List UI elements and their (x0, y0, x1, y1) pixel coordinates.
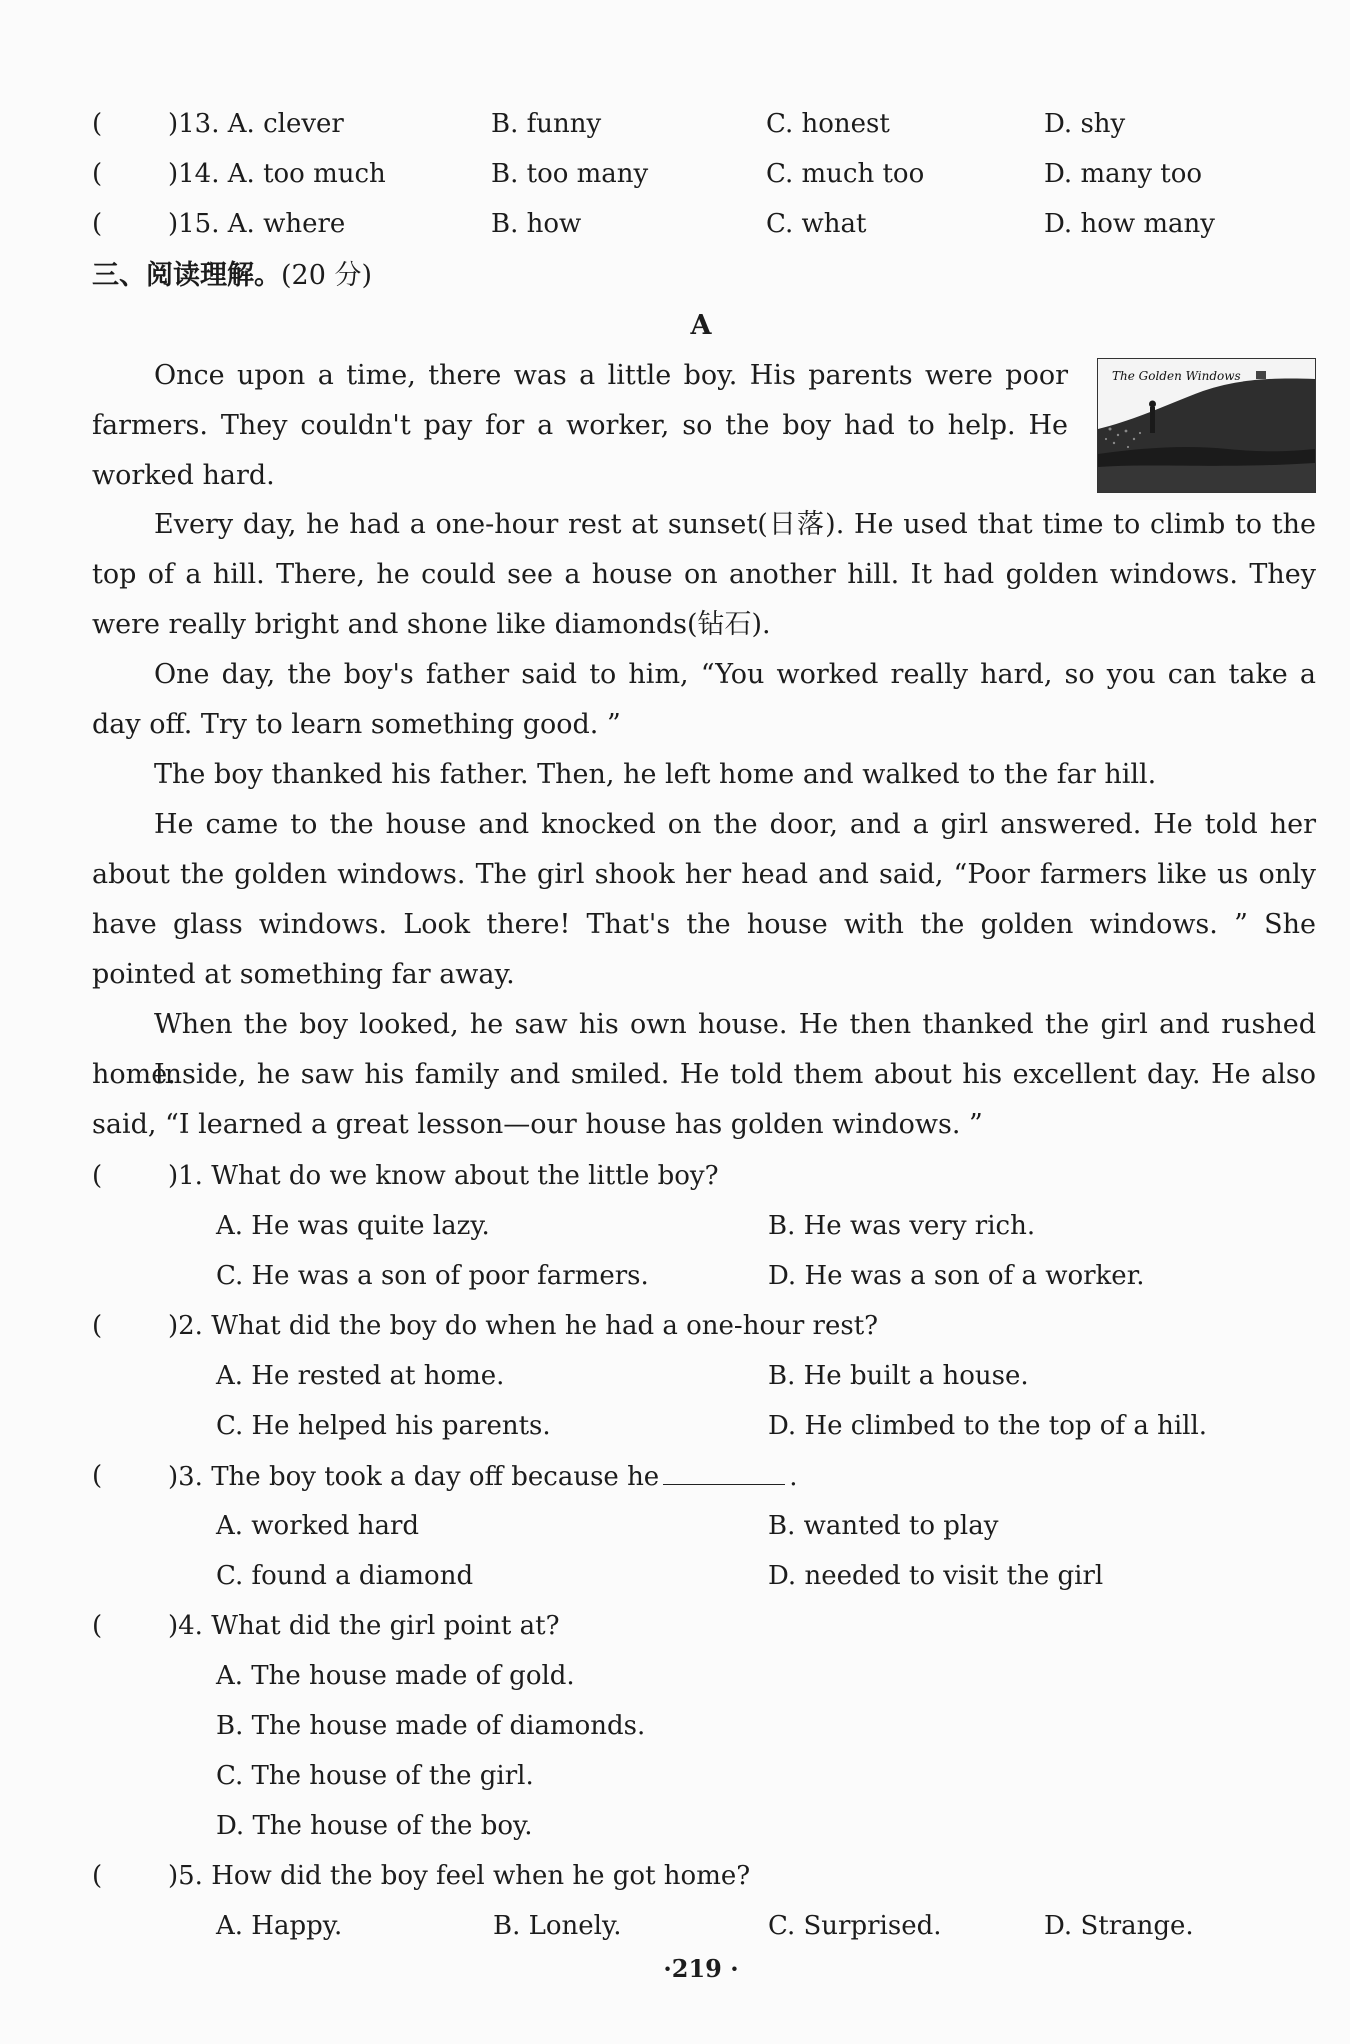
section-title: 三、阅读理解。 (92, 260, 281, 291)
option-b: B. He built a house. (768, 1361, 1029, 1391)
question-2 (0, 1306, 1350, 1346)
option-c: C. He was a son of poor farmers. (216, 1261, 649, 1291)
option-a: A. worked hard (216, 1511, 420, 1541)
passage-paragraph-2: Every day, he had a one-hour rest at sunset(日落). He used that time to climb to the top of a hill. There, he could see a house on another hill. It had golden windows. They were really bright and shone like diamonds(钻石). (92, 509, 1316, 640)
question-1-options-row-2 (0, 1256, 1350, 1296)
question-1 (0, 1156, 1350, 1196)
option-a: A. Happy. (216, 1911, 343, 1941)
passage-paragraph-3: One day, the boy's father said to him, “You worked really hard, so you can take a day off. Try to learn something good. ” (92, 659, 1316, 740)
page-number: ·219 · (663, 1954, 739, 1983)
option-a: A. He was quite lazy. (216, 1211, 490, 1241)
option-c: C. The house of the girl. (216, 1761, 534, 1791)
option-d: D. Strange. (1044, 1911, 1194, 1941)
illustration-caption: The Golden Windows (1112, 369, 1241, 383)
question-stem: )1. What do we know about the little boy? (168, 1161, 719, 1191)
question-5-options-row (0, 1906, 1350, 1946)
option-b: B. wanted to play (768, 1511, 999, 1541)
question-stem-with-blank (168, 1456, 797, 1497)
question-stem: )13. A. clever (168, 109, 344, 139)
option-c: C. Surprised. (768, 1911, 942, 1941)
question-3-options-row-2 (0, 1556, 1350, 1596)
answer-paren: ( (92, 1161, 103, 1191)
answer-paren: ( (92, 109, 103, 139)
option-c: C. honest (766, 109, 890, 139)
passage-title: A (690, 310, 712, 341)
question-row-13 (0, 104, 1350, 144)
option-c: C. what (766, 209, 867, 239)
option-d: D. shy (1044, 109, 1126, 139)
question-row-14 (0, 154, 1350, 194)
section-heading (92, 256, 372, 296)
option-a: A. The house made of gold. (216, 1661, 575, 1691)
option-c: C. He helped his parents. (216, 1411, 551, 1441)
option-d: D. needed to visit the girl (768, 1561, 1104, 1591)
passage-paragraph-7: Inside, he saw his family and smiled. He told them about his excellent day. He also said, “I learned a great lesson—our house has golden windows. ” (92, 1059, 1316, 1140)
question-3-options-row-1 (0, 1506, 1350, 1546)
passage-paragraph-5: He came to the house and knocked on the door, and a girl answered. He told her about the golden windows. The girl shook her head and said, “Poor farmers like us only have glass windows. Look there! That's the house with the golden windows. ” She pointed at something far away. (92, 809, 1316, 990)
option-d: D. He climbed to the top of a hill. (768, 1411, 1208, 1441)
question-4-option-d-row (0, 1806, 1350, 1846)
question-4-option-b-row (0, 1706, 1350, 1746)
question-1-options-row-1 (0, 1206, 1350, 1246)
option-b: B. how (491, 209, 582, 239)
question-5 (0, 1856, 1350, 1896)
golden-windows-illustration (1097, 358, 1316, 493)
answer-paren: ( (92, 159, 103, 189)
question-4 (0, 1606, 1350, 1646)
question-stem: )14. A. too much (168, 159, 386, 189)
answer-paren: ( (92, 1311, 103, 1341)
question-stem: )2. What did the boy do when he had a one-hour rest? (168, 1311, 879, 1341)
question-stem: )15. A. where (168, 209, 346, 239)
option-b: B. He was very rich. (768, 1211, 1036, 1241)
option-a: A. He rested at home. (216, 1361, 505, 1391)
question-2-options-row-1 (0, 1356, 1350, 1396)
option-c: C. much too (766, 159, 925, 189)
answer-paren: ( (92, 1861, 103, 1891)
answer-paren: ( (92, 1611, 103, 1641)
option-b: B. The house made of diamonds. (216, 1711, 646, 1741)
question-4-option-a-row (0, 1656, 1350, 1696)
answer-paren: ( (92, 209, 103, 239)
option-b: B. too many (491, 159, 649, 189)
passage-paragraph-6: When the boy looked, he saw his own house. He then thanked the girl and rushed home. (92, 1009, 1316, 1090)
option-b: B. Lonely. (493, 1911, 622, 1941)
question-4-option-c-row (0, 1756, 1350, 1796)
answer-paren: ( (92, 1461, 103, 1491)
option-d: D. The house of the boy. (216, 1811, 533, 1841)
answer-blank[interactable] (663, 1456, 785, 1485)
option-c: C. found a diamond (216, 1561, 474, 1591)
stem-end: . (789, 1462, 798, 1492)
option-d: D. how many (1044, 209, 1215, 239)
question-2-options-row-2 (0, 1406, 1350, 1446)
section-score: (20 分) (281, 260, 373, 291)
option-d: D. He was a son of a worker. (768, 1261, 1145, 1291)
question-stem: )5. How did the boy feel when he got home? (168, 1861, 751, 1891)
option-d: D. many too (1044, 159, 1203, 189)
passage-paragraph-4: The boy thanked his father. Then, he left home and walked to the far hill. (154, 759, 1157, 790)
question-stem: )3. The boy took a day off because he (168, 1462, 660, 1492)
option-b: B. funny (491, 109, 602, 139)
question-row-15 (0, 204, 1350, 244)
question-3 (0, 1456, 1350, 1496)
passage-paragraph-1: Once upon a time, there was a little boy. His parents were poor farmers. They couldn't pay for a worker, so the boy had to help. He worked hard. (92, 360, 1068, 491)
question-stem: )4. What did the girl point at? (168, 1611, 560, 1641)
